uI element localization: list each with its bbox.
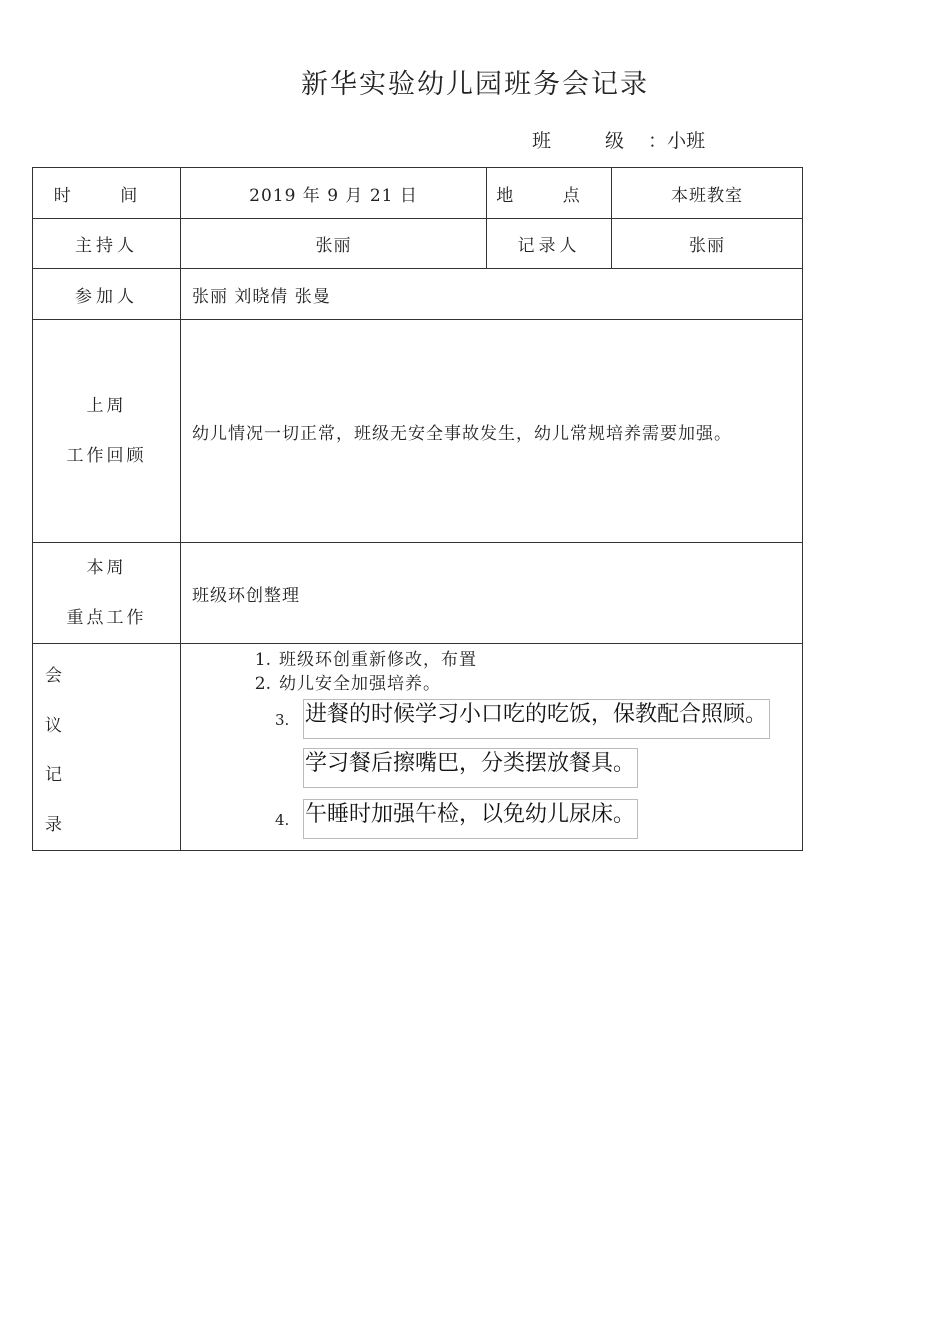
class-value: 小班 xyxy=(667,130,706,152)
page-title: 新华实验幼儿园班务会记录 xyxy=(301,69,649,100)
this-week-label xyxy=(33,543,181,644)
this-week-label-line1: 本周 xyxy=(86,558,127,578)
minutes-item-text: 幼儿安全加强培养。 xyxy=(279,674,441,694)
minutes-item-number: 4. xyxy=(275,811,290,829)
minutes-content xyxy=(181,644,803,851)
minutes-label-char: 议 xyxy=(45,715,62,736)
minutes-item-number: 3. xyxy=(275,711,290,729)
class-line xyxy=(532,126,705,153)
minutes-item-boxed: 午睡时加强午检，以免幼儿尿床。 xyxy=(303,799,638,839)
minutes-label-char: 记 xyxy=(45,765,62,785)
class-separator: ： xyxy=(648,130,668,152)
this-week-label-line2: 重点工作 xyxy=(66,608,147,628)
row-attendees xyxy=(33,269,803,320)
last-week-label-line1: 上周 xyxy=(86,396,127,416)
host-value: 张丽 xyxy=(181,219,487,269)
minutes-label-char: 会 xyxy=(45,666,62,686)
this-week-value: 班级环创整理 xyxy=(181,543,803,644)
minutes-item xyxy=(243,669,441,694)
place-label: 地 点 xyxy=(487,168,612,219)
host-label: 主持人 xyxy=(33,219,181,269)
minutes-item-number: 2. xyxy=(254,674,271,694)
recorder-label: 记录人 xyxy=(487,219,612,269)
minutes-item-text: 班级环创重新修改，布置 xyxy=(279,650,477,670)
meeting-record-table xyxy=(32,167,803,851)
last-week-value: 幼儿情况一切正常，班级无安全事故发生，幼儿常规培养需要加强。 xyxy=(181,320,803,543)
minutes-item-number: 1. xyxy=(254,650,271,670)
row-this-week xyxy=(33,543,803,644)
recorder-value: 张丽 xyxy=(612,219,803,269)
attendees-label: 参加人 xyxy=(33,269,181,320)
row-host-recorder xyxy=(33,219,803,269)
last-week-label-line2: 工作回顾 xyxy=(66,446,147,466)
attendees-value: 张丽 刘晓倩 张曼 xyxy=(181,269,803,320)
minutes-item-boxed: 学习餐后擦嘴巴，分类摆放餐具。 xyxy=(303,748,638,788)
minutes-item-boxed: 进餐的时候学习小口吃的吃饭，保教配合照顾。 xyxy=(303,699,770,739)
minutes-item xyxy=(243,645,477,670)
row-time-place xyxy=(33,168,803,219)
minutes-label xyxy=(33,644,181,851)
time-value: 2019 年 9 月 21 日 xyxy=(181,168,487,219)
time-label: 时 间 xyxy=(33,168,181,219)
class-label: 班 级 xyxy=(532,130,649,152)
row-last-week xyxy=(33,320,803,543)
row-minutes xyxy=(33,644,803,851)
place-value: 本班教室 xyxy=(612,168,803,219)
last-week-label xyxy=(33,320,181,543)
minutes-label-char: 录 xyxy=(45,814,62,835)
